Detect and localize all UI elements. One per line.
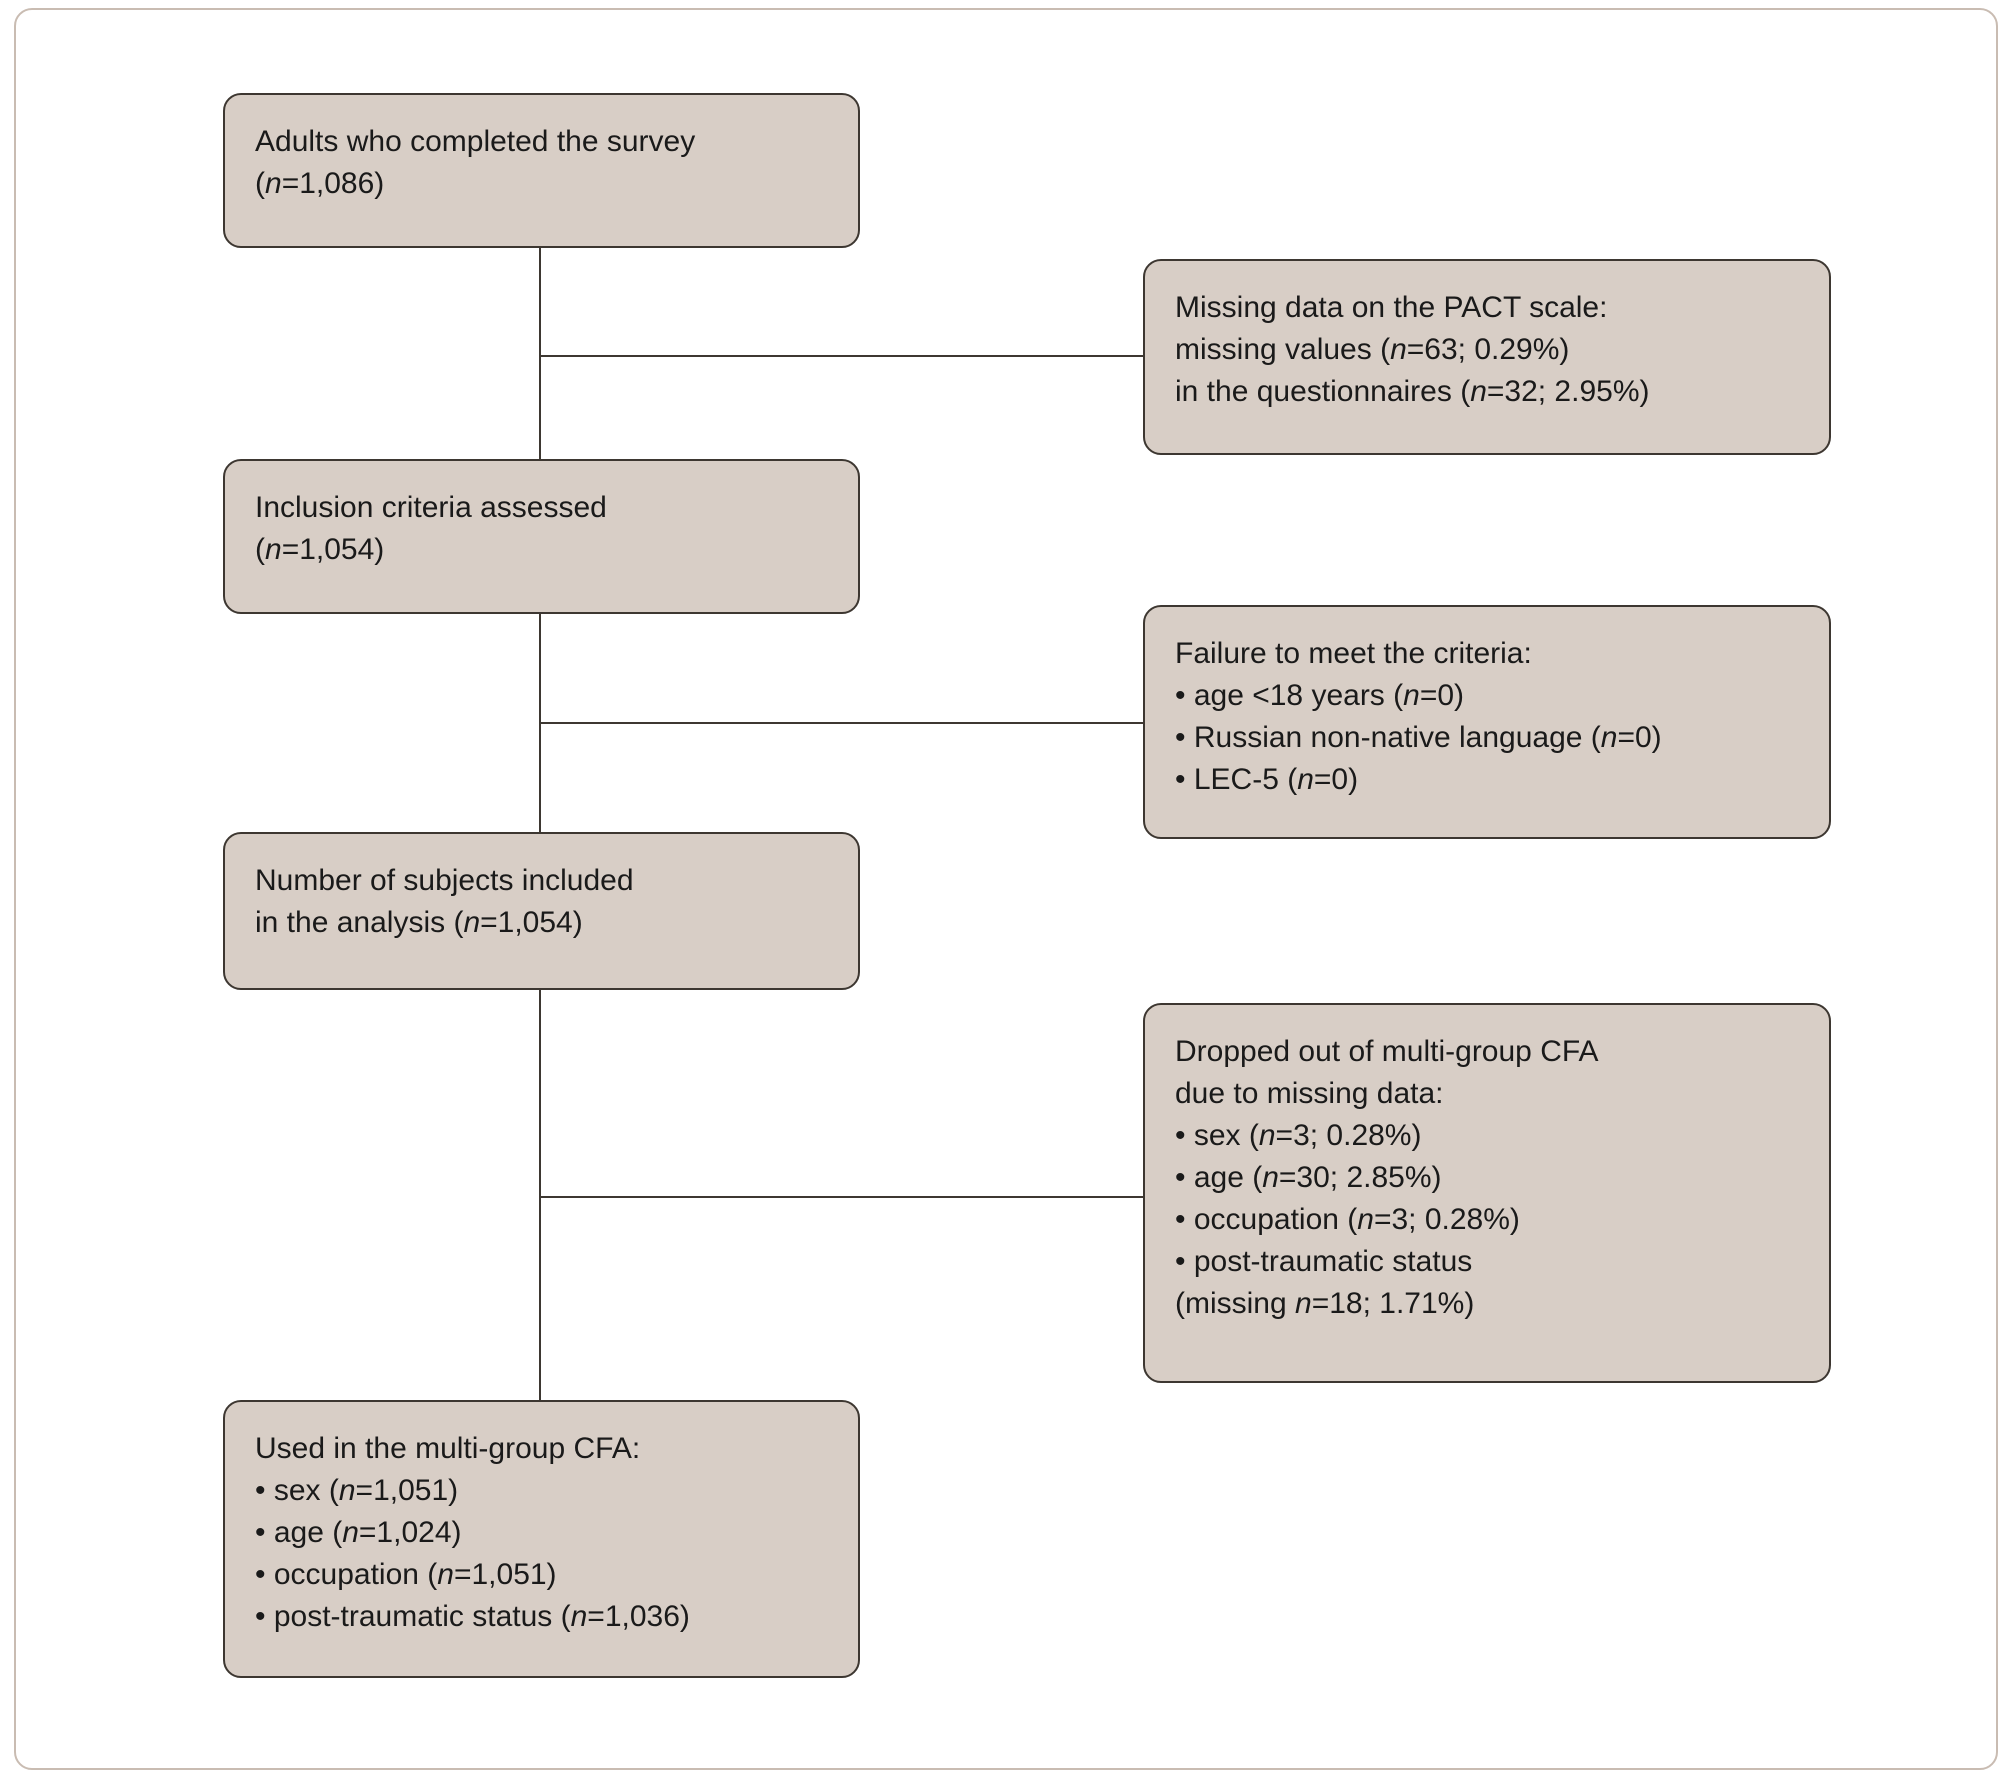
node-inclusion-criteria: Inclusion criteria assessed (n=1,054) [223, 459, 860, 614]
connector-trunk [539, 243, 541, 1400]
connector-to-dropped-out [539, 1196, 1143, 1198]
node-missing-pact: Missing data on the PACT scale: missing values (n=63; 0.29%) in the questionnaires (n=32; 2.95%) [1143, 259, 1831, 455]
connector-to-failure-criteria [539, 722, 1143, 724]
node-dropped-out: Dropped out of multi-group CFA due to missing data: • sex (n=3; 0.28%) • age (n=30; 2.85%) • occupation (n=3; 0.28%) • post-traumatic status (missing n=18; 1.71%) [1143, 1003, 1831, 1383]
node-survey-completed: Adults who completed the survey (n=1,086) [223, 93, 860, 248]
connector-to-missing-pact [539, 355, 1143, 357]
node-subjects-included: Number of subjects included in the analysis (n=1,054) [223, 832, 860, 990]
node-used-in-cfa: Used in the multi-group CFA: • sex (n=1,051) • age (n=1,024) • occupation (n=1,051) • post-traumatic status (n=1,036) [223, 1400, 860, 1678]
node-failure-criteria: Failure to meet the criteria: • age <18 years (n=0) • Russian non-native language (n=0) • LEC-5 (n=0) [1143, 605, 1831, 839]
